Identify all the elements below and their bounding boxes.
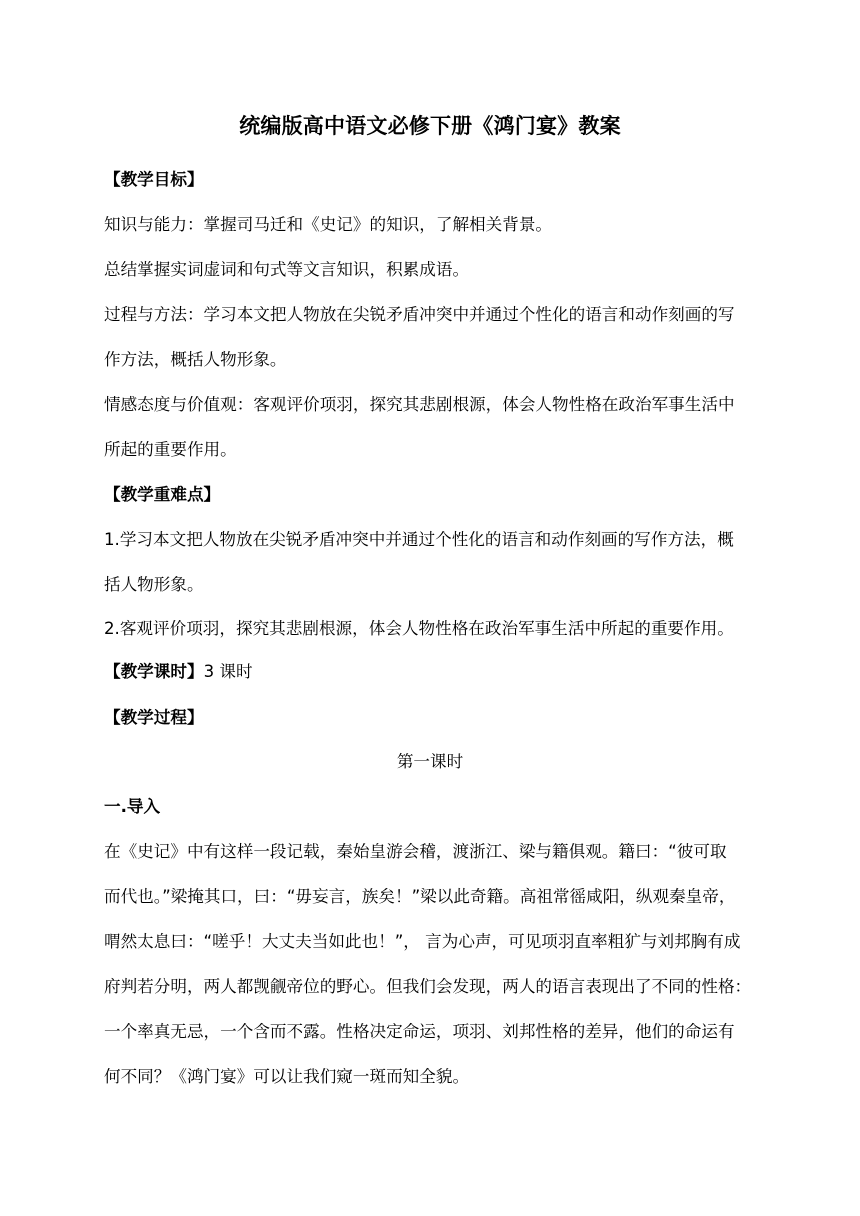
objectives-heading: 【教学目标】: [104, 170, 204, 189]
hours-value: 3 课时: [203, 662, 253, 681]
objective-summary: 总结掌握实词虚词和句式等文言知识，积累成语。: [104, 260, 470, 279]
intro-line-6: 何不同？《鸿门宴》可以让我们窥一斑而知全貌。: [104, 1067, 470, 1086]
objective-knowledge: 知识与能力：掌握司马迁和《史记》的知识，了解相关背景。: [104, 215, 553, 234]
process-heading: 【教学过程】: [104, 708, 204, 727]
objective-process-line-1: 过程与方法：学习本文把人物放在尖锐矛盾冲突中并通过个性化的语言和动作刻画的写: [104, 305, 735, 324]
intro-line-2: 而代也。”梁掩其口，曰：“毋妄言，族矣！”梁以此奇籍。高祖常徭咸阳，纵观秦皇帝，: [104, 887, 736, 906]
intro-line-1: 在《史记》中有这样一段记载，秦始皇游会稽，渡浙江、梁与籍俱观。籍曰：“彼可取: [104, 842, 727, 861]
objective-process-line-2: 作方法，概括人物形象。: [104, 350, 287, 369]
key-point-1-line-1: 1.学习本文把人物放在尖锐矛盾冲突中并通过个性化的语言和动作刻画的写作方法，概: [104, 530, 734, 549]
objective-emotion-line-2: 所起的重要作用。: [104, 440, 237, 459]
intro-line-4: 府判若分明，两人都觊觎帝位的野心。但我们会发现，两人的语言表现出了不同的性格：: [104, 977, 752, 996]
hours-line: [104, 660, 764, 684]
intro-heading: 一.导入: [104, 797, 161, 816]
document-title: 统编版高中语文必修下册《鸿门宴》教案: [239, 114, 621, 138]
objective-emotion-line-1: 情感态度与价值观：客观评价项羽，探究其悲剧根源，体会人物性格在政治军事生活中: [104, 395, 735, 414]
key-point-1-line-2: 括人物形象。: [104, 575, 204, 594]
lesson-title: 第一课时: [396, 752, 464, 771]
key-points-heading: 【教学重难点】: [104, 485, 221, 504]
key-point-2: 2.客观评价项羽，探究其悲剧根源，体会人物性格在政治军事生活中所起的重要作用。: [104, 619, 734, 638]
intro-line-5: 一个率真无忌，一个含而不露。性格决定命运，项羽、刘邦性格的差异，他们的命运有: [104, 1022, 735, 1041]
hours-heading: 【教学课时】: [104, 662, 204, 681]
intro-line-3: 喟然太息曰：“嗟乎！大丈夫当如此也！”， 言为心声，可见项羽直率粗犷与刘邦胸有成: [104, 932, 741, 951]
